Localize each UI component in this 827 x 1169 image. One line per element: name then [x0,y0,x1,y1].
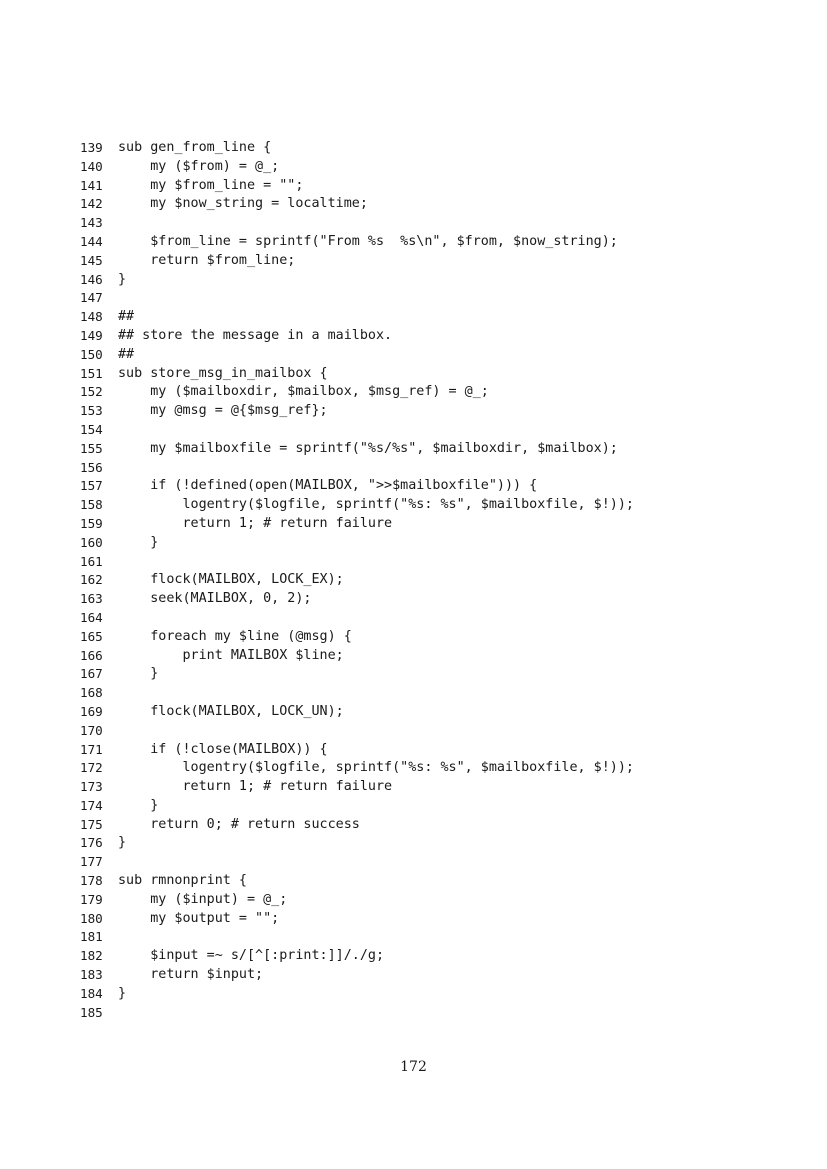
code-line [80,214,760,233]
code-line [80,421,760,440]
line-code: my ($from) = @_; [118,158,280,174]
line-number: 164 [80,609,103,625]
line-code [118,853,760,872]
code-line [80,722,760,741]
line-number: 156 [80,459,103,475]
line-number: 172 [80,760,103,776]
line-number: 180 [80,910,103,926]
line-code: } [118,271,127,287]
line-code: return $from_line; [118,252,296,268]
line-code [118,609,760,628]
line-code: my @msg = @{$msg_ref}; [118,403,328,419]
line-number: 166 [80,647,103,663]
code-line [80,195,760,214]
line-code: sub gen_from_line { [118,140,272,155]
code-line [80,271,760,290]
line-code [118,289,760,308]
line-number: 139 [80,140,103,155]
code-line [80,553,760,572]
line-code: } [118,534,159,550]
line-number: 143 [80,215,103,231]
line-number: 170 [80,722,103,738]
line-code: } [118,797,159,813]
code-line [80,872,760,891]
line-number: 163 [80,591,103,607]
code-line [80,402,760,421]
code-line [80,158,760,177]
code-line [80,477,760,496]
code-line [80,252,760,271]
line-code: flock(MAILBOX, LOCK_EX); [118,572,344,588]
line-code [118,722,760,741]
line-code [118,684,760,703]
line-number: 144 [80,233,103,249]
line-number: 168 [80,685,103,701]
line-number: 146 [80,271,103,287]
line-code: my ($mailboxdir, $mailbox, $msg_ref) = @_; [118,384,489,400]
line-number: 149 [80,327,103,343]
line-code: if (!defined(open(MAILBOX, ">>$mailboxfile"))) { [118,478,538,494]
line-code: my $output = ""; [118,910,280,926]
code-line [80,609,760,628]
code-line [80,928,760,947]
line-number: 161 [80,553,103,569]
line-number: 178 [80,873,103,889]
code-line [80,496,760,515]
line-number: 177 [80,854,103,870]
line-code: return 0; # return success [118,816,360,832]
line-code: my $from_line = ""; [118,177,304,193]
line-code: ## [118,309,135,325]
line-code: return 1; # return failure [118,779,393,795]
line-code [118,553,760,572]
code-line [80,515,760,534]
line-number: 150 [80,346,103,362]
code-line [80,985,760,1004]
line-number: 162 [80,572,103,588]
line-number: 147 [80,290,103,306]
line-code [118,459,760,478]
line-number: 155 [80,440,103,456]
code-line [80,383,760,402]
line-code: my ($input) = @_; [118,891,288,907]
line-number: 183 [80,967,103,983]
line-code: } [118,666,159,682]
line-code: } [118,835,127,851]
line-number: 165 [80,628,103,644]
line-code: $input =~ s/[^[:print:]]/./g; [118,948,385,964]
line-number: 159 [80,515,103,531]
line-code: $from_line = sprintf("From %s %s\n", $from, $now_string); [118,233,618,249]
line-number: 175 [80,816,103,832]
code-line [80,327,760,346]
page-number: 172 [400,1059,427,1075]
line-number: 184 [80,985,103,1001]
line-number: 148 [80,309,103,325]
line-number: 181 [80,929,103,945]
line-number: 185 [80,1004,103,1020]
code-line [80,778,760,797]
code-line [80,177,760,196]
code-line [80,684,760,703]
line-number: 154 [80,421,103,437]
line-code: sub rmnonprint { [118,873,247,889]
code-line [80,816,760,835]
line-number: 142 [80,196,103,212]
code-line [80,741,760,760]
code-line [80,534,760,553]
line-number: 160 [80,534,103,550]
code-line [80,834,760,853]
code-line [80,759,760,778]
code-line [80,910,760,929]
line-number: 173 [80,779,103,795]
line-number: 153 [80,403,103,419]
line-code: } [118,985,127,1001]
code-line [80,365,760,384]
code-line [80,853,760,872]
line-number: 179 [80,891,103,907]
line-number: 140 [80,158,103,174]
line-number: 167 [80,666,103,682]
code-line [80,233,760,252]
line-number: 171 [80,741,103,757]
line-code: ## store the message in a mailbox. [118,327,393,343]
code-line [80,665,760,684]
code-line [80,947,760,966]
line-code: sub store_msg_in_mailbox { [118,365,328,381]
line-number: 176 [80,835,103,851]
code-line [80,139,760,158]
line-number: 145 [80,252,103,268]
line-code [118,214,760,233]
line-number: 152 [80,384,103,400]
code-line [80,1004,760,1023]
line-code: foreach my $line (@msg) { [118,628,352,644]
line-number: 158 [80,497,103,513]
code-line [80,797,760,816]
code-line [80,571,760,590]
line-code: flock(MAILBOX, LOCK_UN); [118,703,344,719]
line-code [118,928,760,947]
line-code: my $mailboxfile = sprintf("%s/%s", $mailboxdir, $mailbox); [118,440,618,456]
line-code: return $input; [118,967,264,983]
line-number: 141 [80,177,103,193]
line-number: 151 [80,365,103,381]
line-code: my $now_string = localtime; [118,196,368,212]
line-number: 157 [80,478,103,494]
line-code: ## [118,346,135,362]
line-code [118,1004,760,1023]
code-line [80,891,760,910]
code-line [80,647,760,666]
code-line [80,966,760,985]
code-line [80,308,760,327]
code-line [80,459,760,478]
line-code: return 1; # return failure [118,515,393,531]
line-code: seek(MAILBOX, 0, 2); [118,591,312,607]
line-code [118,421,760,440]
line-code: if (!close(MAILBOX)) { [118,741,328,757]
code-line [80,628,760,647]
line-code: logentry($logfile, sprintf("%s: %s", $mailboxfile, $!)); [118,497,634,513]
line-code: print MAILBOX $line; [118,647,344,663]
code-line [80,703,760,722]
code-listing [80,139,760,1022]
line-number: 174 [80,797,103,813]
code-line [80,440,760,459]
line-number: 182 [80,948,103,964]
code-line [80,289,760,308]
code-line [80,346,760,365]
line-code: logentry($logfile, sprintf("%s: %s", $mailboxfile, $!)); [118,760,634,776]
code-line [80,590,760,609]
line-number: 169 [80,703,103,719]
